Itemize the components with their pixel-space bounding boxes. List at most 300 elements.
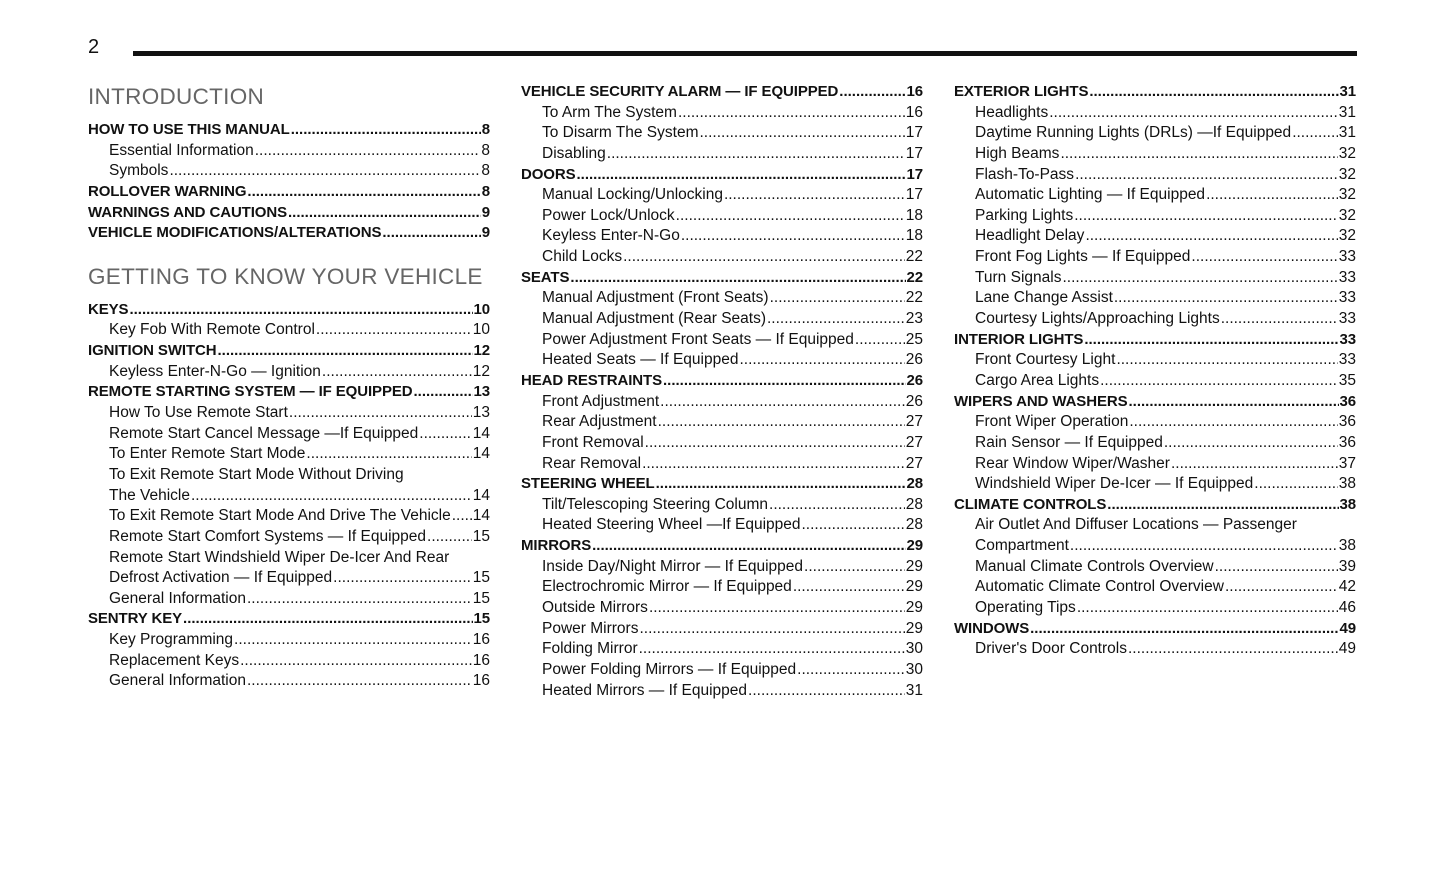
toc-entry-title: WINDOWS	[954, 619, 1030, 637]
toc-chapter-entry[interactable]	[954, 392, 1356, 413]
toc-chapter-entry[interactable]	[954, 619, 1356, 640]
toc-entry-page: 22	[905, 289, 923, 307]
toc-chapter-entry[interactable]	[88, 341, 490, 362]
toc-entry-title: Keyless Enter-N-Go	[542, 227, 680, 245]
toc-subentry[interactable]	[521, 309, 923, 330]
toc-entry-page: 22	[906, 268, 923, 286]
toc-entry-title: Headlights	[975, 103, 1049, 121]
dot-leader	[748, 681, 905, 702]
toc-subentry[interactable]	[954, 474, 1356, 495]
toc-entry-title: Power Mirrors	[542, 619, 639, 637]
dot-leader	[769, 495, 905, 516]
toc-entry-page: 31	[1338, 103, 1356, 121]
toc-subentry[interactable]	[954, 103, 1356, 124]
dot-leader	[658, 412, 905, 433]
toc-entry-page: 31	[1339, 83, 1356, 100]
toc-entry-page: 31	[1338, 124, 1356, 142]
dot-leader	[678, 103, 905, 124]
dot-leader	[452, 506, 472, 527]
dot-leader	[289, 403, 472, 424]
toc-subentry[interactable]	[521, 454, 923, 475]
toc-subentry[interactable]	[521, 226, 923, 247]
toc-subentry[interactable]	[954, 412, 1356, 433]
toc-entry-title: General Information	[109, 589, 246, 607]
toc-entry-title: Front Removal	[542, 433, 644, 451]
toc-entry-title: General Information	[109, 672, 246, 690]
toc-subentry[interactable]	[521, 103, 923, 124]
dot-leader	[770, 288, 905, 309]
toc-entry-title: Front Fog Lights — If Equipped	[975, 248, 1191, 266]
toc-entry-title: Outside Mirrors	[542, 599, 648, 617]
toc-entry-page: 9	[481, 203, 490, 221]
toc-entry-page: 18	[905, 206, 923, 224]
toc-subentry[interactable]	[954, 165, 1356, 186]
toc-entry-page: 38	[1338, 537, 1356, 555]
toc-entry-title: Flash-To-Pass	[975, 165, 1075, 183]
toc-chapter-entry[interactable]	[88, 223, 490, 244]
toc-chapter-entry[interactable]	[88, 609, 490, 630]
toc-entry-page: 38	[1339, 495, 1356, 513]
toc-entry-page: 16	[472, 631, 490, 649]
dot-leader	[247, 671, 472, 692]
dot-leader	[1049, 103, 1338, 124]
toc-subentry[interactable]	[521, 123, 923, 144]
dot-leader	[247, 589, 472, 610]
toc-chapter-entry[interactable]	[88, 382, 490, 403]
dot-leader	[419, 424, 471, 445]
dot-leader	[592, 536, 905, 557]
dot-leader	[413, 382, 472, 403]
dot-leader	[316, 320, 472, 341]
toc-entry-title: Windshield Wiper De-Icer — If Equipped	[975, 475, 1254, 493]
toc-entry-page: 33	[1339, 330, 1356, 348]
toc-entry-page: 49	[1338, 640, 1356, 658]
dot-leader	[607, 144, 905, 165]
toc-entry-title: Remote Start Windshield Wiper De-Icer And Rear	[109, 548, 450, 566]
dot-leader	[291, 120, 481, 141]
toc-entry-title: Rear Adjustment	[542, 413, 657, 431]
toc-chapter-entry[interactable]	[521, 536, 923, 557]
toc-entry-page: 27	[905, 413, 923, 431]
toc-entry-page: 16	[906, 83, 923, 100]
toc-list-getting-to-know	[88, 300, 490, 692]
toc-column-1	[88, 82, 490, 692]
page-number: 2	[88, 36, 100, 58]
toc-subentry[interactable]	[88, 548, 490, 569]
toc-subentry[interactable]	[954, 288, 1356, 309]
toc-entry-page: 31	[905, 681, 923, 699]
toc-entry-page: 17	[906, 165, 923, 183]
toc-subentry[interactable]	[954, 350, 1356, 371]
toc-subentry[interactable]	[88, 589, 490, 610]
toc-chapter-entry[interactable]	[88, 203, 490, 224]
toc-subentry[interactable]	[88, 568, 490, 589]
toc-subentry[interactable]	[88, 465, 490, 486]
toc-subentry[interactable]	[954, 433, 1356, 454]
toc-entry-page: 32	[1338, 186, 1356, 204]
toc-subentry[interactable]	[88, 141, 490, 162]
toc-subentry[interactable]	[954, 536, 1356, 557]
toc-entry-title: SEATS	[521, 268, 570, 286]
toc-column-3	[954, 82, 1356, 660]
toc-entry-title: Child Locks	[542, 248, 623, 266]
toc-entry-page: 14	[472, 507, 490, 525]
toc-entry-title: Power Lock/Unlock	[542, 206, 675, 224]
toc-entry-title: To Arm The System	[542, 103, 677, 121]
toc-subentry[interactable]	[88, 161, 490, 182]
toc-chapter-entry[interactable]	[954, 330, 1356, 351]
toc-entry-page: 8	[481, 182, 490, 200]
toc-subentry[interactable]	[88, 486, 490, 507]
toc-chapter-entry[interactable]	[954, 82, 1356, 103]
dot-leader	[1164, 433, 1338, 454]
toc-entry-page: 10	[472, 321, 490, 339]
dot-leader	[1060, 144, 1337, 165]
toc-subentry[interactable]	[521, 288, 923, 309]
toc-entry-page: 28	[905, 495, 923, 513]
toc-entry-title: SENTRY KEY	[88, 610, 183, 628]
toc-subentry[interactable]	[88, 403, 490, 424]
dot-leader	[681, 226, 905, 247]
dot-leader	[639, 639, 905, 660]
toc-subentry[interactable]	[88, 424, 490, 445]
dot-leader	[645, 433, 905, 454]
toc-entry-title: Compartment	[975, 537, 1069, 555]
toc-chapter-entry[interactable]	[521, 82, 923, 103]
toc-subentry[interactable]	[521, 619, 923, 640]
toc-subentry[interactable]	[88, 630, 490, 651]
toc-subentry[interactable]	[521, 206, 923, 227]
dot-leader	[255, 141, 481, 162]
toc-subentry[interactable]	[954, 515, 1356, 536]
toc-subentry[interactable]	[521, 577, 923, 598]
toc-entry-page: 16	[472, 651, 490, 669]
toc-entry-title: Rain Sensor — If Equipped	[975, 433, 1163, 451]
toc-entry-page: 26	[905, 351, 923, 369]
toc-entry-title: To Exit Remote Start Mode And Drive The Vehicle	[109, 507, 451, 525]
toc-column-2	[521, 82, 923, 701]
toc-entry-page: 14	[472, 424, 490, 442]
dot-leader	[639, 619, 904, 640]
toc-entry-page: 27	[905, 454, 923, 472]
toc-entry-title: ROLLOVER WARNING	[88, 182, 247, 200]
toc-entry-title: Parking Lights	[975, 206, 1074, 224]
dot-leader	[699, 123, 904, 144]
toc-entry-title: Remote Start Comfort Systems — If Equipped	[109, 527, 427, 545]
dot-leader	[804, 557, 905, 578]
dot-leader	[1114, 288, 1338, 309]
dot-leader	[1077, 598, 1338, 619]
toc-entry-title: Key Fob With Remote Control	[109, 321, 315, 339]
toc-chapter-entry[interactable]	[88, 120, 490, 141]
toc-entry-page: 33	[1338, 310, 1356, 328]
toc-entry-page: 33	[1338, 289, 1356, 307]
toc-chapter-entry[interactable]	[521, 474, 923, 495]
toc-subentry[interactable]	[88, 320, 490, 341]
dot-leader	[288, 203, 481, 224]
toc-entry-page: 30	[905, 640, 923, 658]
dot-leader	[577, 165, 906, 186]
toc-entry-page: 17	[905, 144, 923, 162]
dot-leader	[1225, 577, 1338, 598]
toc-entry-page: 39	[1338, 557, 1356, 575]
toc-entry-page: 12	[473, 342, 490, 360]
toc-subentry[interactable]	[954, 185, 1356, 206]
toc-entry-page: 36	[1339, 392, 1356, 410]
dot-leader	[1129, 412, 1337, 433]
toc-entry-title: Automatic Climate Control Overview	[975, 578, 1224, 596]
toc-entry-title: Symbols	[109, 162, 169, 180]
dot-leader	[240, 651, 472, 672]
toc-chapter-entry[interactable]	[521, 371, 923, 392]
toc-entry-page: 8	[481, 141, 490, 159]
toc-subentry[interactable]	[88, 444, 490, 465]
dot-leader	[1030, 619, 1338, 640]
toc-subentry[interactable]	[521, 433, 923, 454]
dot-leader	[191, 486, 472, 507]
dot-leader	[306, 444, 471, 465]
toc-subentry[interactable]	[521, 557, 923, 578]
toc-entry-title: WARNINGS AND CAUTIONS	[88, 203, 288, 221]
dot-leader	[642, 454, 905, 475]
dot-leader	[1062, 268, 1337, 289]
toc-entry-page: 23	[905, 310, 923, 328]
dot-leader	[676, 206, 905, 227]
toc-chapter-entry[interactable]	[88, 300, 490, 321]
toc-entry-title: REMOTE STARTING SYSTEM — IF EQUIPPED	[88, 383, 413, 401]
toc-entry-page: 32	[1338, 165, 1356, 183]
toc-entry-page: 15	[473, 610, 490, 628]
dot-leader	[234, 630, 472, 651]
toc-subentry[interactable]	[521, 247, 923, 268]
toc-subentry[interactable]	[521, 681, 923, 702]
toc-chapter-entry[interactable]	[88, 182, 490, 203]
toc-entry-title: HEAD RESTRAINTS	[521, 371, 663, 389]
toc-entry-page: 29	[905, 599, 923, 617]
toc-entry-title: Replacement Keys	[109, 651, 240, 669]
dot-leader	[1254, 474, 1337, 495]
section-heading-getting-to-know: GETTING TO KNOW YOUR VEHICLE	[88, 263, 483, 289]
dot-leader	[333, 568, 472, 589]
toc-subentry[interactable]	[521, 185, 923, 206]
toc-entry-title: Key Programming	[109, 631, 234, 649]
toc-subentry[interactable]	[954, 454, 1356, 475]
toc-entry-title: Heated Steering Wheel —If Equipped	[542, 516, 801, 534]
toc-entry-title: Power Folding Mirrors — If Equipped	[542, 660, 797, 678]
toc-entry-title: Inside Day/Night Mirror — If Equipped	[542, 557, 804, 575]
toc-entry-title: Rear Window Wiper/Washer	[975, 454, 1170, 472]
toc-list-introduction	[88, 120, 490, 244]
dot-leader	[793, 577, 905, 598]
toc-subentry[interactable]	[521, 330, 923, 351]
toc-entry-title: The Vehicle	[109, 486, 190, 504]
dot-leader	[1100, 371, 1338, 392]
toc-subentry[interactable]	[954, 577, 1356, 598]
dot-leader	[247, 182, 480, 203]
dot-leader	[1292, 123, 1338, 144]
dot-leader	[1116, 350, 1337, 371]
toc-subentry[interactable]	[521, 412, 923, 433]
toc-entry-page: 28	[906, 475, 923, 493]
toc-entry-page: 25	[905, 330, 923, 348]
toc-subentry[interactable]	[954, 206, 1356, 227]
toc-entry-title: Lane Change Assist	[975, 289, 1113, 307]
toc-entry-page: 17	[905, 186, 923, 204]
toc-entry-page: 15	[472, 527, 490, 545]
toc-subentry[interactable]	[88, 651, 490, 672]
toc-entry-page: 33	[1338, 351, 1356, 369]
toc-entry-title: Courtesy Lights/Approaching Lights	[975, 310, 1220, 328]
dot-leader	[382, 223, 480, 244]
dot-leader	[802, 515, 905, 536]
dot-leader	[1171, 454, 1338, 475]
toc-subentry[interactable]	[954, 639, 1356, 660]
toc-entry-page: 42	[1338, 578, 1356, 596]
dot-leader	[183, 609, 472, 630]
toc-entry-title: To Enter Remote Start Mode	[109, 445, 306, 463]
toc-subentry[interactable]	[88, 527, 490, 548]
toc-entry-page: 16	[905, 103, 923, 121]
dot-leader	[663, 371, 905, 392]
toc-entry-page: 33	[1338, 268, 1356, 286]
dot-leader	[1191, 247, 1337, 268]
toc-entry-page: 35	[1338, 371, 1356, 389]
toc-entry-title: Manual Adjustment (Front Seats)	[542, 289, 769, 307]
toc-entry-title: Keyless Enter-N-Go — Ignition	[109, 362, 321, 380]
toc-entry-title: Electrochromic Mirror — If Equipped	[542, 578, 792, 596]
dot-leader	[218, 341, 473, 362]
toc-entry-page: 28	[905, 516, 923, 534]
toc-entry-title: VEHICLE MODIFICATIONS/ALTERATIONS	[88, 224, 382, 242]
toc-entry-title: Air Outlet And Diffuser Locations — Passenger	[975, 516, 1297, 534]
toc-subentry[interactable]	[88, 506, 490, 527]
toc-entry-page: 36	[1338, 413, 1356, 431]
dot-leader	[1089, 82, 1338, 103]
toc-entry-page: 8	[481, 121, 490, 138]
toc-entry-title: CLIMATE CONTROLS	[954, 495, 1107, 513]
toc-entry-page: 9	[481, 224, 490, 242]
toc-entry-title: Rear Removal	[542, 454, 642, 472]
dot-leader	[739, 350, 904, 371]
toc-entry-page: 29	[906, 537, 923, 555]
toc-entry-page: 33	[1338, 248, 1356, 266]
toc-entry-title: DOORS	[521, 165, 576, 183]
toc-entry-title: MIRRORS	[521, 537, 592, 555]
dot-leader	[1085, 226, 1337, 247]
toc-entry-title: VEHICLE SECURITY ALARM — IF EQUIPPED	[521, 83, 839, 100]
toc-entry-title: Manual Adjustment (Rear Seats)	[542, 310, 766, 328]
toc-entry-title: How To Use Remote Start	[109, 404, 288, 422]
toc-entry-page: 26	[905, 392, 923, 410]
dot-leader	[724, 185, 905, 206]
toc-entry-title: Folding Mirror	[542, 640, 638, 658]
toc-chapter-entry[interactable]	[521, 165, 923, 186]
toc-subentry[interactable]	[954, 371, 1356, 392]
toc-subentry[interactable]	[88, 362, 490, 383]
toc-entry-title: Cargo Area Lights	[975, 371, 1100, 389]
toc-entry-page: 37	[1338, 454, 1356, 472]
toc-entry-title: Automatic Lighting — If Equipped	[975, 186, 1206, 204]
toc-entry-page: 26	[906, 371, 923, 389]
toc-chapter-entry[interactable]	[954, 495, 1356, 516]
toc-subentry[interactable]	[954, 144, 1356, 165]
toc-entry-title: To Exit Remote Start Mode Without Driving	[109, 465, 404, 483]
toc-entry-page: 14	[472, 486, 490, 504]
toc-entry-title: STEERING WHEEL	[521, 475, 655, 493]
toc-entry-page: 29	[905, 557, 923, 575]
dot-leader	[1075, 165, 1338, 186]
toc-entry-page: 27	[905, 433, 923, 451]
toc-entry-title: Turn Signals	[975, 268, 1062, 286]
toc-entry-page: 16	[472, 672, 490, 690]
dot-leader	[1074, 206, 1338, 227]
dot-leader	[1129, 392, 1339, 413]
toc-entry-title: Power Adjustment Front Seats — If Equipped	[542, 330, 854, 348]
toc-entry-title: High Beams	[975, 144, 1060, 162]
toc-entry-title: Heated Seats — If Equipped	[542, 351, 739, 369]
toc-entry-page: 30	[905, 660, 923, 678]
toc-chapter-entry[interactable]	[521, 268, 923, 289]
toc-entry-page: 13	[473, 383, 490, 401]
toc-subentry[interactable]	[521, 392, 923, 413]
dot-leader	[1128, 639, 1338, 660]
dot-leader	[129, 300, 472, 321]
toc-entry-page: 8	[481, 162, 490, 180]
toc-entry-page: 12	[472, 362, 490, 380]
toc-entry-title: Driver's Door Controls	[975, 640, 1127, 658]
toc-subentry[interactable]	[954, 598, 1356, 619]
dot-leader	[839, 82, 905, 103]
toc-subentry[interactable]	[521, 639, 923, 660]
toc-subentry[interactable]	[88, 671, 490, 692]
dot-leader	[1084, 330, 1338, 351]
toc-entry-title: Front Adjustment	[542, 392, 660, 410]
toc-subentry[interactable]	[954, 309, 1356, 330]
toc-entry-title: KEYS	[88, 300, 129, 318]
toc-subentry[interactable]	[521, 515, 923, 536]
toc-entry-title: HOW TO USE THIS MANUAL	[88, 121, 290, 138]
toc-entry-title: WIPERS AND WASHERS	[954, 392, 1128, 410]
toc-subentry[interactable]	[521, 660, 923, 681]
toc-subentry[interactable]	[521, 350, 923, 371]
header-rule	[133, 51, 1357, 56]
toc-entry-title: IGNITION SWITCH	[88, 342, 217, 360]
toc-subentry[interactable]	[521, 598, 923, 619]
toc-subentry[interactable]	[954, 226, 1356, 247]
toc-subentry[interactable]	[954, 268, 1356, 289]
toc-subentry[interactable]	[954, 247, 1356, 268]
toc-subentry[interactable]	[521, 495, 923, 516]
toc-entry-title: Defrost Activation — If Equipped	[109, 569, 333, 587]
dot-leader	[623, 247, 905, 268]
dot-leader	[169, 161, 480, 182]
toc-subentry[interactable]	[954, 557, 1356, 578]
dot-leader	[427, 527, 472, 548]
toc-entry-page: 46	[1338, 599, 1356, 617]
toc-entry-page: 18	[905, 227, 923, 245]
toc-entry-page: 32	[1338, 144, 1356, 162]
toc-entry-title: Essential Information	[109, 141, 254, 159]
toc-entry-title: Disabling	[542, 144, 606, 162]
toc-entry-title: Front Courtesy Light	[975, 351, 1116, 369]
dot-leader	[797, 660, 905, 681]
dot-leader	[1206, 185, 1338, 206]
toc-entry-title: Front Wiper Operation	[975, 413, 1129, 431]
dot-leader	[767, 309, 905, 330]
toc-subentry[interactable]	[954, 123, 1356, 144]
dot-leader	[570, 268, 905, 289]
toc-subentry[interactable]	[521, 144, 923, 165]
